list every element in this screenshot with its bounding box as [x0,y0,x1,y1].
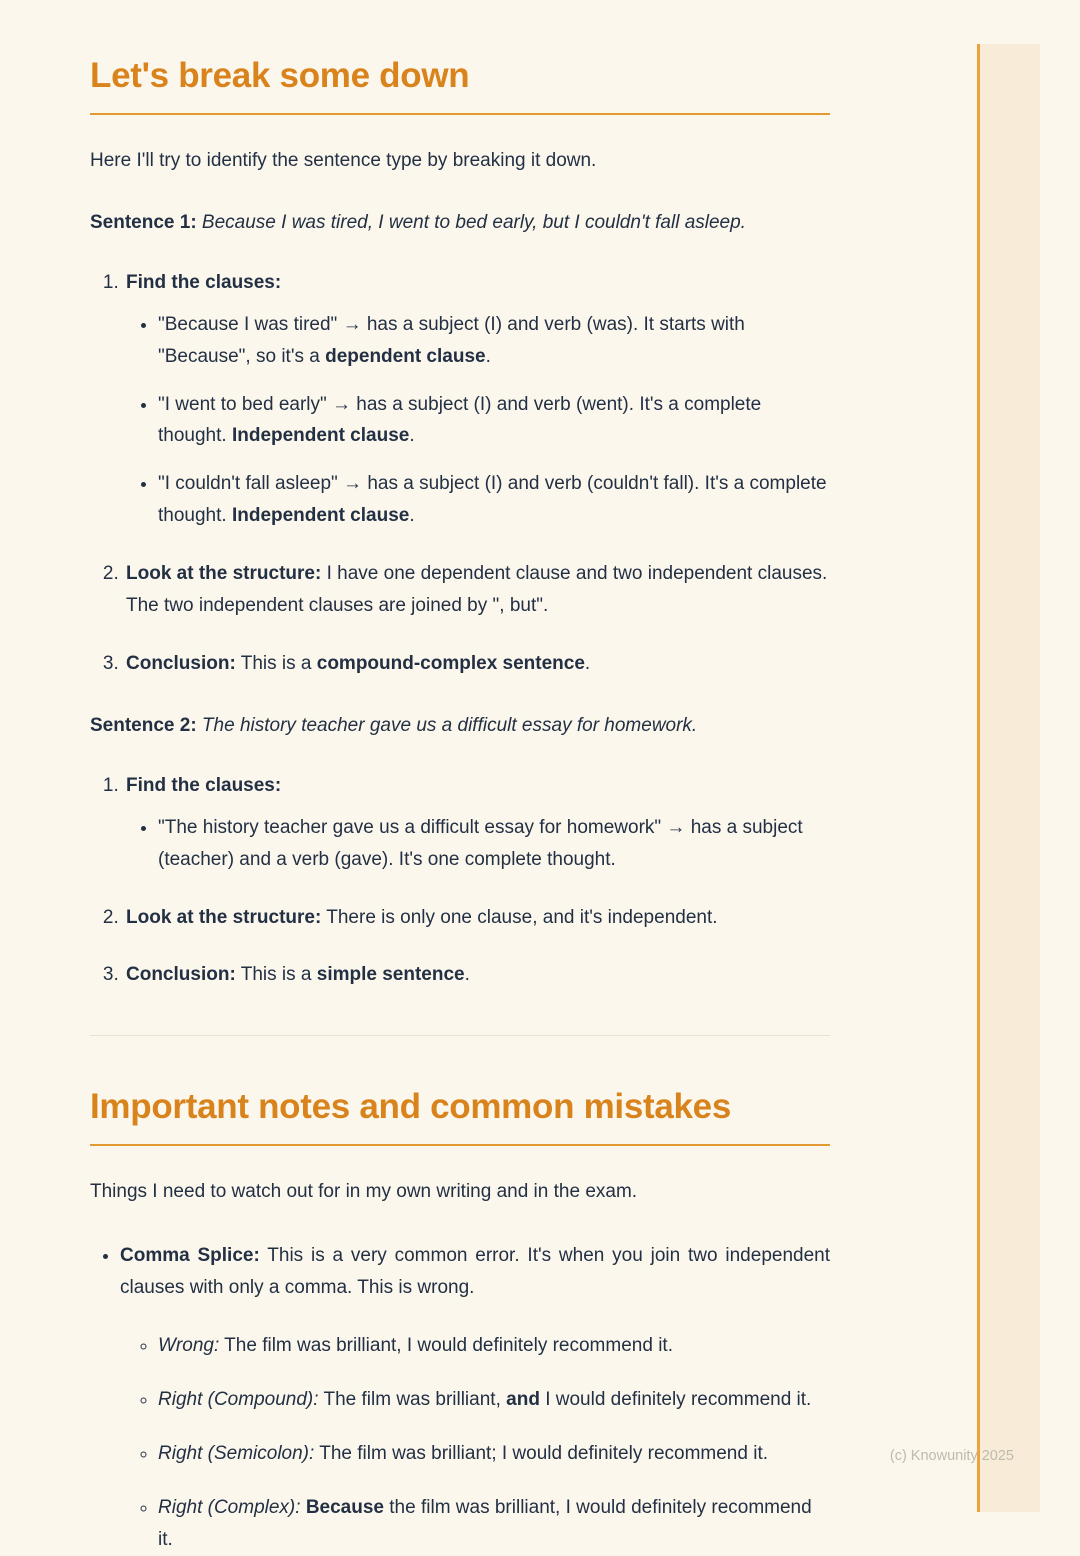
clause-bullet: • "I went to bed early" → has a subject (I) and verb (went). It's a complete thought. Independent clause. [158,389,830,453]
step-find-the-clauses [124,267,830,532]
notebook-margin-stripe [977,44,1040,1512]
step-conclusion: 3. Conclusion: This is a compound-complex sentence. [124,648,830,680]
step-conclusion: 3. Conclusion: This is a simple sentence. [124,959,830,991]
section-lets-break-some-down [90,55,830,991]
comma-splice-item [120,1240,830,1555]
example-right-compound: ◦ Right (Compound): The film was brilliant, and I would definitely recommend it. [158,1384,830,1416]
section-title: Important notes and common mistakes [90,1086,830,1146]
copyright-watermark: (c) Knowunity 2025 [889,1448,1014,1464]
section-title: Let's break some down [90,55,830,115]
mistake-list [90,1240,830,1555]
clause-bullet: • "The history teacher gave us a difficult essay for homework" → has a subject (teacher) and a verb (gave). It's one complete thought. [158,812,830,876]
sentence-2-steps [90,770,830,992]
example-wrong: ◦ Wrong: The film was brilliant, I would definitely recommend it. [158,1330,830,1362]
step-find-the-clauses [124,770,830,876]
step-label: Find the clauses: [126,774,282,796]
step-look-at-structure: 2. Look at the structure: There is only one clause, and it's independent. [124,902,830,934]
clause-bullets [126,309,830,532]
intro-paragraph: Here I'll try to identify the sentence type by breaking it down. [90,150,597,171]
step-look-at-structure: 2. Look at the structure: I have one dependent clause and two independent clauses. The two independent clauses are joined by ", but". [124,558,830,622]
step-label: Find the clauses: [126,271,282,293]
document-content [90,0,830,1556]
example-right-complex: ◦ Right (Complex): Because the film was brilliant, I would definitely recommend it. [158,1492,830,1556]
clause-bullet: • "I couldn't fall asleep" → has a subject (I) and verb (couldn't fall). It's a complete thought. Independent clause. [158,468,830,532]
comma-splice-examples [120,1330,830,1556]
sentence-1-line: Sentence 1: Because I was tired, I went to bed early, but I couldn't fall asleep. [90,211,746,233]
example-right-semicolon: ◦ Right (Semicolon): The film was brilliant; I would definitely recommend it. [158,1438,830,1470]
intro-paragraph: Things I need to watch out for in my own writing and in the exam. [90,1181,638,1203]
section-important-notes [90,1086,830,1555]
clause-bullet: • "Because I was tired" → has a subject (I) and verb (was). It starts with "Because", so it's a dependent clause. [158,309,830,373]
sentence-1-steps [90,267,830,680]
comma-splice-text: Comma Splice: This is a very common error. It's when you join two independent clauses with only a comma. This is wrong. [120,1245,830,1299]
clause-bullets [126,812,830,876]
section-divider [90,1035,830,1036]
sentence-2-line: Sentence 2: The history teacher gave us a difficult essay for homework. [90,714,698,736]
